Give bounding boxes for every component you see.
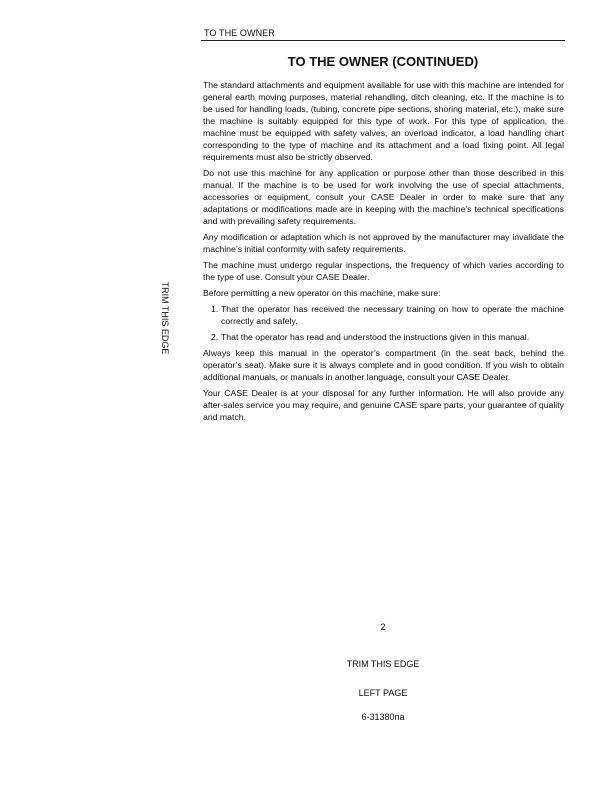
paragraph-modifications: Any modification or adaptation which is not approved by the manufacturer may invalidate the machine’s initial conformity with safety requirements. bbox=[203, 232, 564, 254]
body-text bbox=[203, 79, 564, 427]
paragraph-attachments: The standard attachments and equipment available for use with this machine are intended for general earth moving purposes, material rehandling, ditch cleaning, etc. If the machine is to be used for handling loads, (tubing, concrete pipe sections, shoring material, etc.), make sure the machine is suitably equipped for this type of work. For this type of application, the machine must be equipped with safety valves, an overload indicator, a load handling chart corresponding to the type of machine and its attachment and a load fixing point. All legal requirements must also be strictly observed. bbox=[203, 80, 564, 162]
list-item bbox=[203, 331, 564, 343]
footer-doc-code: 6-31380na bbox=[361, 712, 405, 722]
page-number: 2 bbox=[380, 622, 386, 632]
paragraph-application-limits: Do not use this machine for any application or purpose other than those described in this manual. If the machine is to be used for work involving the use of special attachments, accessories or equipment, consult your CASE Dealer in order to make sure that any adaptations or modifications made are in keeping with the machine’s technical specifications and with prevailing safety requirements. bbox=[203, 168, 564, 226]
footer-page-side: LEFT PAGE bbox=[358, 688, 408, 698]
footer-trim-label: TRIM THIS EDGE bbox=[346, 659, 420, 669]
list-number: 2. bbox=[211, 332, 219, 342]
list-text: That the operator has read and understood the instructions given in this manual. bbox=[221, 332, 530, 342]
paragraph-inspections: The machine must undergo regular inspections, the frequency of which varies according to the type of use. Consult your CASE Dealer. bbox=[203, 260, 564, 282]
header-rule bbox=[201, 40, 565, 41]
list-text: That the operator has received the necessary training on how to operate the machine correctly and safely. bbox=[221, 304, 564, 326]
paragraph-new-operator: Before permitting a new operator on this machine, make sure: bbox=[203, 288, 441, 298]
paragraph-dealer-support: Your CASE Dealer is at your disposal for any further information. He will also provide any after-sales service you may require, and genuine CASE spare parts, your guarantee of quality and match. bbox=[203, 388, 564, 422]
running-header: TO THE OWNER bbox=[204, 28, 275, 38]
page-title: TO THE OWNER (CONTINUED) bbox=[287, 54, 479, 69]
operator-checklist bbox=[203, 303, 564, 343]
side-trim-mark: TRIM THIS EDGE bbox=[160, 281, 170, 355]
paragraph-keep-manual: Always keep this manual in the operator’s compartment (in the seat back, behind the operator’s seat). Make sure it is always complete and in good condition. If you wish to obtain additional manuals, or manuals in another language, consult your CASE Dealer. bbox=[203, 348, 564, 382]
list-item bbox=[203, 303, 564, 327]
list-number: 1. bbox=[211, 304, 219, 314]
